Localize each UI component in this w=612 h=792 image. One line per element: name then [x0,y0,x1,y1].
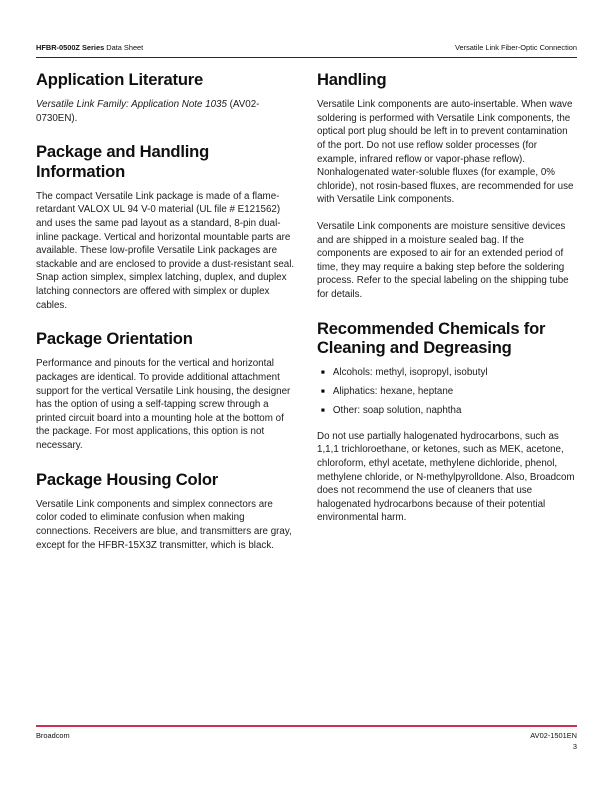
application-note-number: (AV02-0730EN). [36,99,260,124]
bullet-alcohols: Alcohols: methyl, isopropyl, isobutyl [332,367,488,379]
list-item [321,404,577,418]
right-column [317,60,577,565]
handling-paragraph-1: Versatile Link components are auto-insertable. When wave soldering is performed with Versatile Link components, the optical port plug should be left in to prevent contamination of the port. Do not use reflow solder processes (for example, infrared reflow or vapor-phase reflow). Nonhalogenated water-soluble fluxes (for example, 0% chloride), not rosin-based fluxes, are recommended for use with Versatile Link components. [317,99,574,206]
application-note-title: Versatile Link Family: Application Note 1035 [36,99,227,111]
heading-handling: Handling [317,70,387,89]
header-row [36,43,577,52]
footer-row [36,731,577,740]
page-body [36,60,577,565]
application-note-paragraph [36,98,296,125]
header-rule-divider [36,57,577,58]
package-handling-paragraph: The compact Versatile Link package is made of a flame-retardant VALOX UL 94 V-0 material (UL file # E121562) and uses the same pad layout as a standard, 8-pin dual-inline package. Vertical and horizontal mountable parts are available. These low-profile Versatile Link packages are stackable and are enclosed to provide a dust-resistant seal. Snap action simplex, simplex latching, duplex, and duplex latching connectors are offered with simplex or duplex cables. [36,190,295,311]
package-orientation-paragraph: Performance and pinouts for the vertical and horizontal packages are identical. To provide additional attachment support for the vertical Versatile Link housing, the designer has the option of using a self-tapping screw through a printed circuit board into a mounting hole at the bottom of the package. For most applications, this option is not necessary. [36,358,291,452]
left-column [36,60,296,565]
header-right-title: Versatile Link Fiber-Optic Connection [454,43,577,52]
page-header [36,43,577,58]
square-bullet-icon: ■ [321,388,325,396]
header-left-title [36,43,143,52]
list-item [321,366,577,380]
package-housing-color-paragraph: Versatile Link components and simplex connectors are color coded to eliminate confusion when making connections. Receivers are blue, and transmitters are gray, except for the HFBR-15X3Z transmitter, which is black. [36,498,292,551]
heading-package-housing-color: Package Housing Color [36,469,219,489]
heading-package-orientation: Package Orientation [36,329,193,349]
chemicals-warning-paragraph: Do not use partially halogenated hydrocarbons, such as 1,1,1 trichloroethane, or ketones, such as MEK, acetone, chloroform, ethyl acetate, methylene dichloride, phenol, methylene chloride, or N-methylpyrolldone. Also, Broadcom does not recommend the use of cleaners that use halogenated hydrocarbons because of their potential environmental harm. [317,430,575,524]
header-product-series: HFBR-0500Z Series [36,43,105,52]
square-bullet-icon: ■ [321,369,325,377]
footer-doc-number: AV02-1501EN [530,730,577,740]
footer-rule-divider [36,725,577,727]
header-doc-type: Data Sheet [104,43,144,52]
square-bullet-icon: ■ [321,407,325,415]
footer-company: Broadcom [36,730,70,740]
heading-application-literature: Application Literature [36,70,204,89]
page-footer [36,725,577,751]
footer-page-number: 3 [572,742,577,751]
chemicals-bullet-list [317,366,577,418]
handling-paragraph-2: Versatile Link components are moisture sensitive devices and are shipped in a moisture sealed bag. If the components are exposed to air for an extended period of time, they may require a baking step before the soldering process. Refer to the special labeling on the shipping tube for details. [317,220,569,300]
heading-package-handling-information: Package and Handling Information [36,142,210,181]
list-item [321,385,577,399]
heading-recommended-chemicals: Recommended Chemicals for Cleaning and Degreasing [317,318,546,357]
bullet-other: Other: soap solution, naphtha [332,405,462,417]
bullet-aliphatics: Aliphatics: hexane, heptane [332,386,454,398]
